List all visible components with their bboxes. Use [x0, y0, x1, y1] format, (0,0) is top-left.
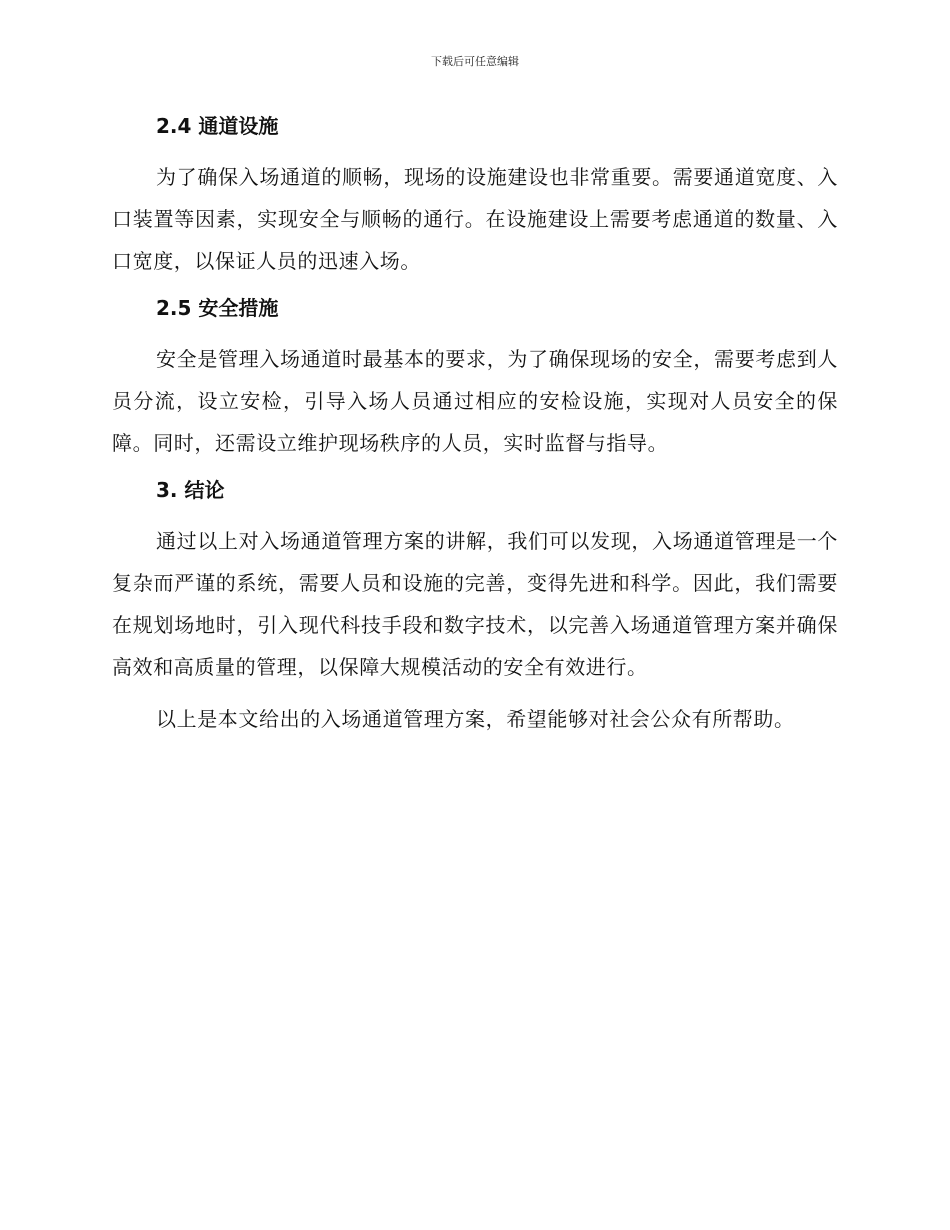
paragraph-2-4: 为了确保入场通道的顺畅，现场的设施建设也非常重要。需要通道宽度、入口装置等因素，实现安全与顺畅的通行。在设施建设上需要考虑通道的数量、入口宽度，以保证人员的迅速入场。 — [112, 165, 838, 273]
paragraph-2-5: 安全是管理入场通道时最基本的要求，为了确保现场的安全，需要考虑到人员分流，设立安检，引导入场人员通过相应的安检设施，实现对人员安全的保障。同时，还需设立维护现场秩序的人员，实时监督与指导。 — [112, 347, 838, 455]
section-heading-2-5: 2.5 安全措施 — [156, 296, 279, 320]
section-2-5 — [112, 292, 838, 474]
document-body — [112, 110, 838, 740]
section-2-4 — [112, 110, 838, 292]
section-3 — [112, 474, 838, 740]
paragraph-3-2: 以上是本文给出的入场通道管理方案，希望能够对社会公众有所帮助。 — [156, 707, 795, 731]
page-header-note: 下载后可任意编辑 — [431, 55, 519, 68]
paragraph-3-1: 通过以上对入场通道管理方案的讲解，我们可以发现，入场通道管理是一个复杂而严谨的系统，需要人员和设施的完善，变得先进和科学。因此，我们需要在规划场地时，引入现代科技手段和数字技术，以完善入场通道管理方案并确保高效和高质量的管理，以保障大规模活动的安全有效进行。 — [112, 529, 838, 679]
section-heading-3: 3. 结论 — [156, 478, 225, 502]
section-heading-2-4: 2.4 通道设施 — [156, 114, 279, 138]
